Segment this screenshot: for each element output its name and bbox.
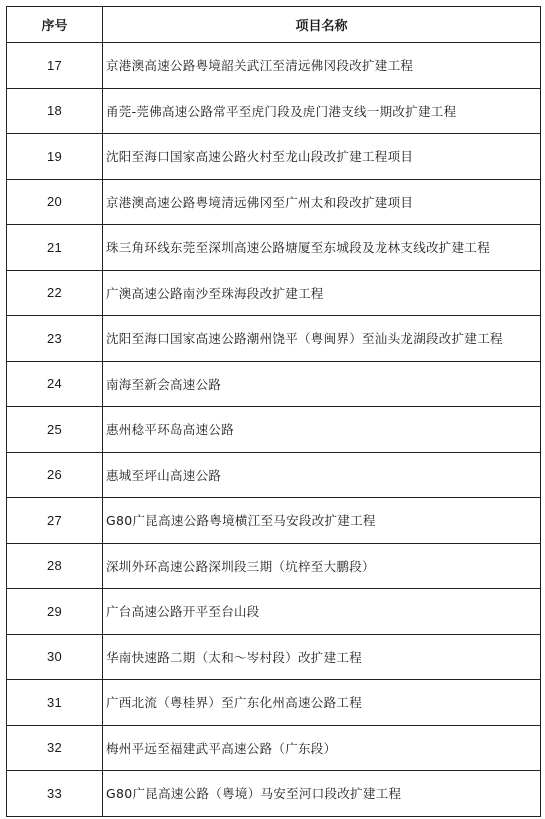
row-project-name: 沈阳至海口国家高速公路火村至龙山段改扩建工程项目 xyxy=(103,134,541,180)
row-number: 23 xyxy=(7,316,103,362)
table-row xyxy=(7,225,541,271)
row-project-name: G80广昆高速公路（粤境）马安至河口段改扩建工程 xyxy=(103,771,541,817)
row-number: 25 xyxy=(7,407,103,453)
row-number: 31 xyxy=(7,680,103,726)
row-number: 33 xyxy=(7,771,103,817)
row-number: 17 xyxy=(7,43,103,89)
table-row xyxy=(7,543,541,589)
table-body xyxy=(7,43,541,817)
table-row xyxy=(7,589,541,635)
row-project-name: 珠三角环线东莞至深圳高速公路塘厦至东城段及龙林支线改扩建工程 xyxy=(103,225,541,271)
row-project-name: 京港澳高速公路粤境韶关武江至清远佛冈段改扩建工程 xyxy=(103,43,541,89)
header-project-name: 项目名称 xyxy=(103,7,541,43)
row-project-name: 南海至新会高速公路 xyxy=(103,361,541,407)
row-project-name: 惠州稔平环岛高速公路 xyxy=(103,407,541,453)
table-row xyxy=(7,407,541,453)
row-project-name: 广西北流（粤桂界）至广东化州高速公路工程 xyxy=(103,680,541,726)
row-project-name: 广台高速公路开平至台山段 xyxy=(103,589,541,635)
row-project-name: 惠城至坪山高速公路 xyxy=(103,452,541,498)
table-row xyxy=(7,134,541,180)
row-number: 19 xyxy=(7,134,103,180)
row-number: 28 xyxy=(7,543,103,589)
row-project-name: 深圳外环高速公路深圳段三期（坑梓至大鹏段） xyxy=(103,543,541,589)
table-row xyxy=(7,361,541,407)
table-row xyxy=(7,43,541,89)
row-project-name: G80广昆高速公路粤境横江至马安段改扩建工程 xyxy=(103,498,541,544)
row-project-name: 华南快速路二期（太和～岑村段）改扩建工程 xyxy=(103,634,541,680)
row-project-name: 梅州平远至福建武平高速公路（广东段） xyxy=(103,725,541,771)
project-table xyxy=(6,6,541,817)
row-number: 32 xyxy=(7,725,103,771)
header-number: 序号 xyxy=(7,7,103,43)
row-number: 18 xyxy=(7,88,103,134)
row-number: 21 xyxy=(7,225,103,271)
table-header-row xyxy=(7,7,541,43)
row-number: 22 xyxy=(7,270,103,316)
table-row xyxy=(7,179,541,225)
row-number: 20 xyxy=(7,179,103,225)
row-number: 26 xyxy=(7,452,103,498)
row-project-name: 京港澳高速公路粤境清远佛冈至广州太和段改扩建项目 xyxy=(103,179,541,225)
table-row xyxy=(7,498,541,544)
table-row xyxy=(7,88,541,134)
row-project-name: 沈阳至海口国家高速公路潮州饶平（粤闽界）至汕头龙湖段改扩建工程 xyxy=(103,316,541,362)
table-row xyxy=(7,634,541,680)
row-number: 27 xyxy=(7,498,103,544)
row-project-name: 甬莞-莞佛高速公路常平至虎门段及虎门港支线一期改扩建工程 xyxy=(103,88,541,134)
row-number: 30 xyxy=(7,634,103,680)
table-row xyxy=(7,452,541,498)
row-number: 29 xyxy=(7,589,103,635)
row-number: 24 xyxy=(7,361,103,407)
table-row xyxy=(7,316,541,362)
table-row xyxy=(7,725,541,771)
row-project-name: 广澳高速公路南沙至珠海段改扩建工程 xyxy=(103,270,541,316)
table-row xyxy=(7,771,541,817)
table-row xyxy=(7,680,541,726)
table-row xyxy=(7,270,541,316)
